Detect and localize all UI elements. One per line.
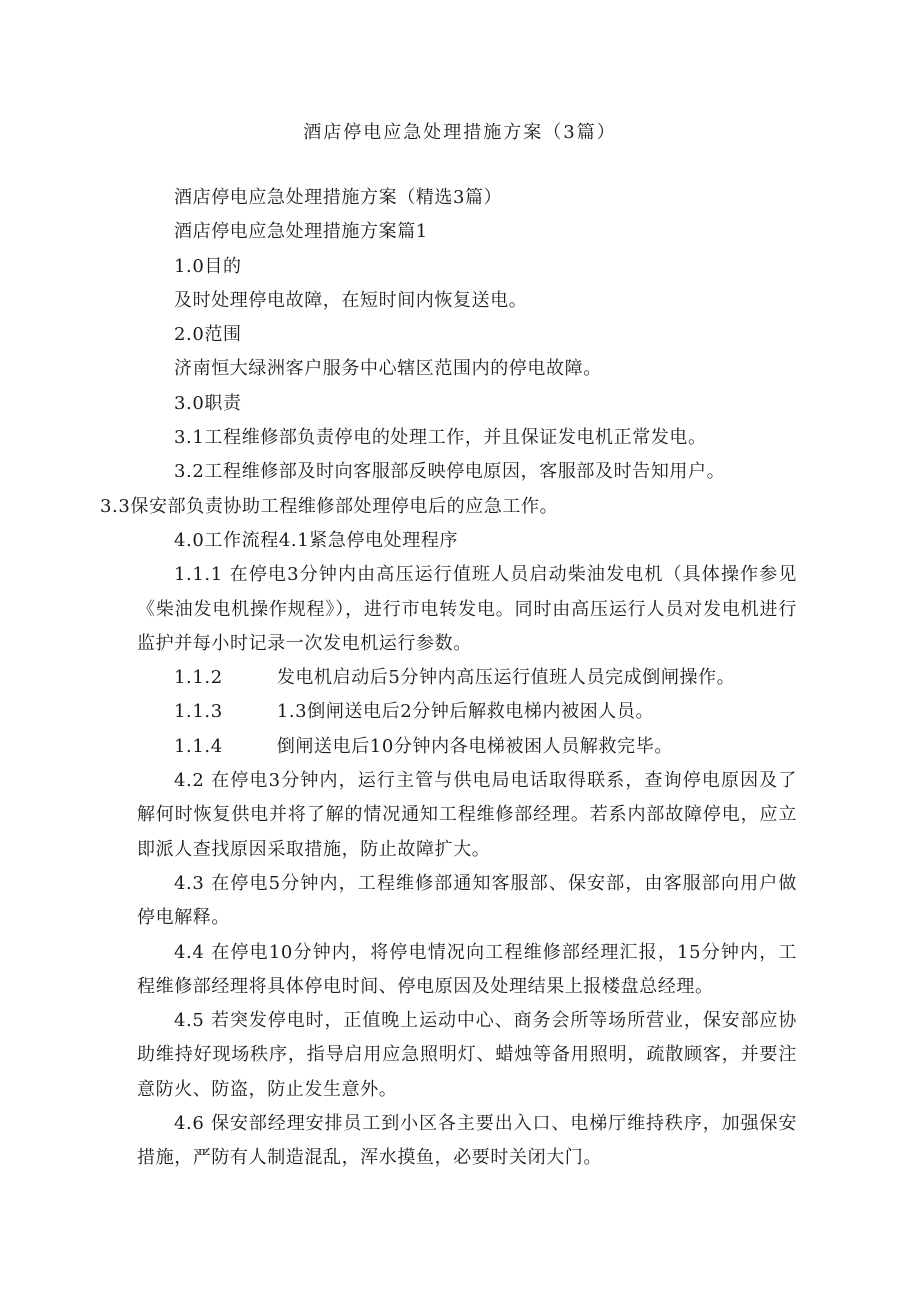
paragraph: 3.2工程维修部及时向客服部反映停电原因，客服部及时告知用户。 <box>174 461 726 483</box>
paragraph: 3.1工程维修部负责停电的处理工作，并且保证发电机正常发电。 <box>174 427 707 449</box>
paragraph: 4.3 在停电5分钟内，工程维修部通知客服部、保安部，由客服部向用户做停电解释。 <box>137 872 797 929</box>
section-heading: 3.0职责 <box>174 392 242 414</box>
paragraph: 及时处理停电故障，在短时间内恢复送电。 <box>174 289 528 311</box>
section-heading: 1.0目的 <box>174 255 242 277</box>
paragraph: 济南恒大绿洲客户服务中心辖区范围内的停电故障。 <box>174 358 602 380</box>
document-body <box>100 181 797 1176</box>
paragraph: 1.1.1 在停电3分钟内由高压运行值班人员启动柴油发电机（具体操作参见《柴油发电机操作规程》），进行市电转发电。同时由高压运行人员对发电机进行监护并每小时记录一次发电机运行参数。 <box>137 564 797 654</box>
paragraph: 4.2 在停电3分钟内，运行主管与供电局电话取得联系，查询停电原因及了解何时恢复供电并将了解的情况通知工程维修部经理。若系内部故障停电，应立即派人查找原因采取措施，防止故障扩大。 <box>137 770 797 860</box>
item-number: 1.1.3 <box>174 701 223 723</box>
item-number: 1.1.4 <box>174 735 223 757</box>
paragraph: 3.3保安部负责协助工程维修部处理停电后的应急工作。 <box>100 495 559 517</box>
document-title: 酒店停电应急处理措施方案（3篇） <box>303 122 617 143</box>
item-text: 倒闸送电后10分钟内各电梯被困人员解救完毕。 <box>276 735 673 757</box>
paragraph <box>137 661 797 695</box>
paragraph: 酒店停电应急处理措施方案篇1 <box>174 221 428 243</box>
section-heading: 2.0范围 <box>174 324 242 346</box>
item-text: 发电机启动后5分钟内高压运行值班人员完成倒闸操作。 <box>276 667 736 689</box>
section-heading: 4.0工作流程4.1紧急停电处理程序 <box>174 529 459 551</box>
item-text: 1.3倒闸送电后2分钟后解救电梯内被困人员。 <box>276 701 655 723</box>
paragraph: 4.5 若突发停电时，正值晚上运动中心、商务会所等场所营业，保安部应协助维持好现场秩序，指导启用应急照明灯、蜡烛等备用照明，疏散顾客，并要注意防火、防盗，防止发生意外。 <box>137 1010 797 1100</box>
paragraph <box>137 730 797 764</box>
item-number: 1.1.2 <box>174 667 223 689</box>
paragraph: 4.4 在停电10分钟内，将停电情况向工程维修部经理汇报，15分钟内，工程维修部经理将具体停电时间、停电原因及处理结果上报楼盘总经理。 <box>137 941 797 997</box>
paragraph: 酒店停电应急处理措施方案（精选3篇） <box>174 187 503 208</box>
paragraph <box>137 695 797 729</box>
paragraph: 4.6 保安部经理安排员工到小区各主要出入口、电梯厅维持秩序，加强保安措施，严防有人制造混乱，浑水摸鱼，必要时关闭大门。 <box>137 1113 797 1169</box>
